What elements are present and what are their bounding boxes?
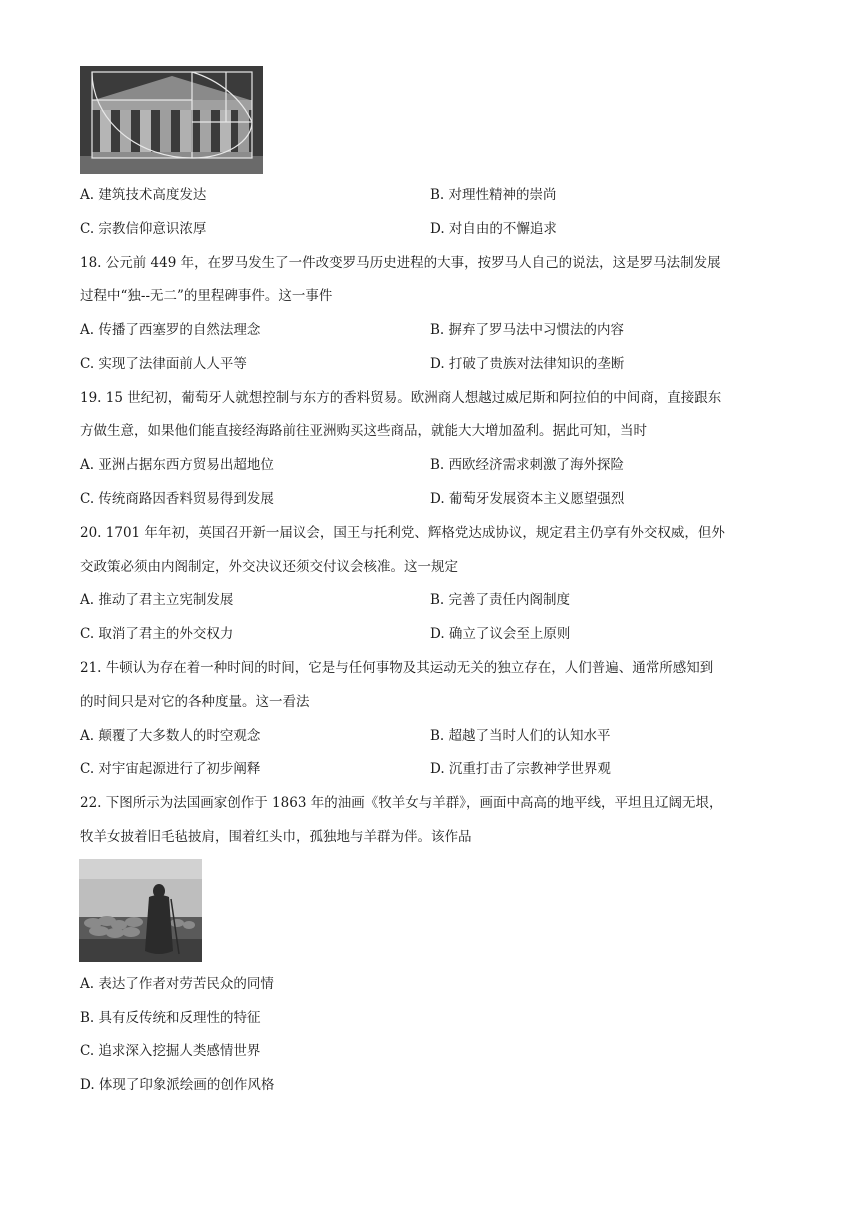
q18-stem-line1: 18. 公元前 449 年，在罗马发生了一件改变罗马历史进程的大事，按罗马人自己的说法，这是罗马法制发展 [80,255,721,271]
q19-stem-line1: 19. 15 世纪初，葡萄牙人就想控制与东方的香料贸易。欧洲商人想越过威尼斯和阿拉伯的中间商，直接跟东 [80,390,722,406]
q22-option-d: D. 体现了印象派绘画的创作风格 [80,1077,275,1093]
q20-option-a: A. 推动了君主立宪制发展 [80,592,234,608]
q20-stem-line1: 20. 1701 年年初，英国召开新一届议会，国王与托利党、辉格党达成协议，规定君主仍享有外交权威，但外 [80,525,725,541]
q19-option-d: D. 葡萄牙发展资本主义愿望强烈 [430,491,625,507]
q21-option-c: C. 对宇宙起源进行了初步阐释 [80,761,261,777]
q18-option-c: C. 实现了法律面前人人平等 [80,356,247,372]
q19-option-b: B. 西欧经济需求刺激了海外探险 [430,457,625,473]
q17-option-d: D. 对自由的不懈追求 [430,221,557,237]
q21-stem-line2: 的时间只是对它的各种度量。这一看法 [80,694,310,710]
q21-option-a: A. 颠覆了大多数人的时空观念 [80,728,261,744]
q18-stem-line2: 过程中“独--无二”的里程碑事件。这一事件 [80,288,333,304]
q22-option-a: A. 表达了作者对劳苦民众的同情 [80,976,274,992]
parthenon-photo-icon [80,66,263,174]
q20-stem-line2: 交政策必须由内阁制定，外交决议还须交付议会核准。这一规定 [80,559,458,575]
q19-option-a: A. 亚洲占据东西方贸易出超地位 [80,457,274,473]
q19-option-c: C. 传统商路因香料贸易得到发展 [80,491,274,507]
q18-option-b: B. 摒弃了罗马法中习惯法的内容 [430,322,625,338]
q22-option-b: B. 具有反传统和反理性的特征 [80,1010,261,1026]
q22-stem-line2: 牧羊女披着旧毛毡披肩，围着红头巾，孤独地与羊群为伴。该作品 [80,829,472,845]
q21-option-d: D. 沉重打击了宗教神学世界观 [430,761,611,777]
q20-option-d: D. 确立了议会至上原则 [430,626,571,642]
q17-option-b: B. 对理性精神的崇尚 [430,187,557,203]
q18-option-a: A. 传播了西塞罗的自然法理念 [80,322,261,338]
q17-option-c: C. 宗教信仰意识浓厚 [80,221,207,237]
q20-option-c: C. 取消了君主的外交权力 [80,626,234,642]
q20-option-b: B. 完善了责任内阁制度 [430,592,571,608]
q18-option-d: D. 打破了贵族对法律知识的垄断 [430,356,625,372]
shepherdess-painting-icon [79,859,202,962]
q19-stem-line2: 方做生意，如果他们能直接经海路前往亚洲购买这些商品，就能大大增加盈利。据此可知，当时 [80,423,647,439]
q22-stem-line1: 22. 下图所示为法国画家创作于 1863 年的油画《牧羊女与羊群》，画面中高高的地平线，平坦且辽阔无垠， [80,795,723,811]
q17-option-a: A. 建筑技术高度发达 [80,187,207,203]
q21-option-b: B. 超越了当时人们的认知水平 [430,728,611,744]
q22-option-c: C. 追求深入挖掘人类感情世界 [80,1043,261,1059]
q21-stem-line1: 21. 牛顿认为存在着一种时间的时间，它是与任何事物及其运动无关的独立存在，人们普遍、通常所感知到 [80,660,714,676]
